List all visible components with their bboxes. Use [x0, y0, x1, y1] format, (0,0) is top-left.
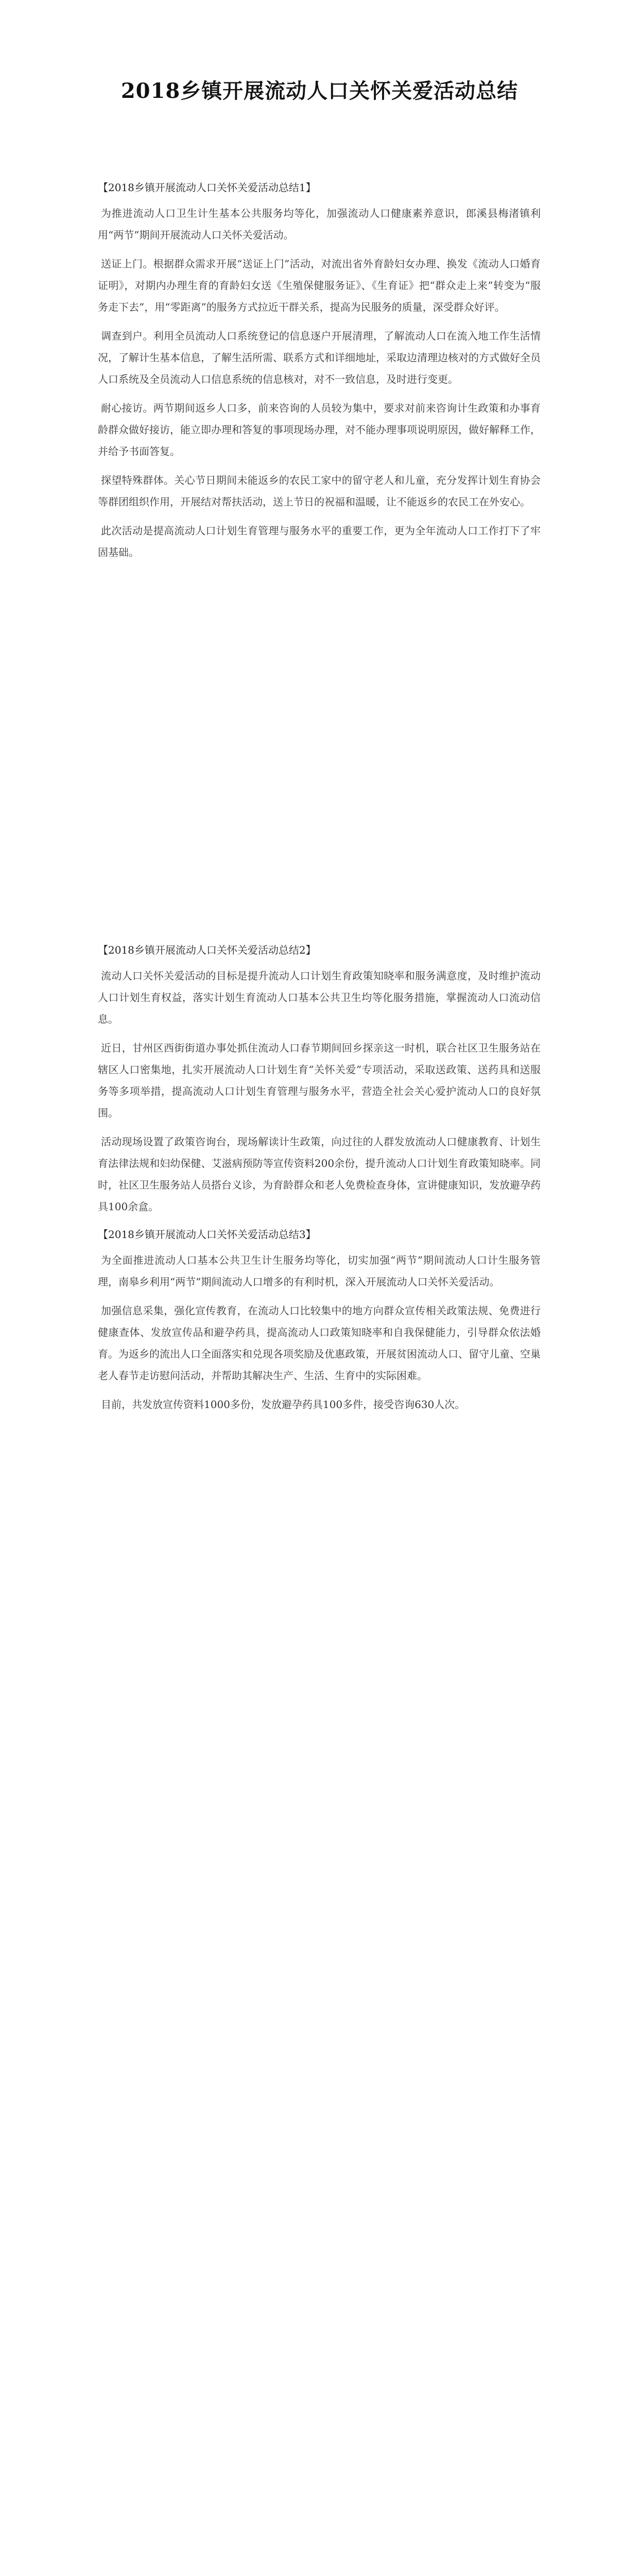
paragraph: 探望特殊群体。关心节日期间未能返乡的农民工家中的留守老人和儿童，充分发挥计划生育协会等群团组织作用，开展结对帮扶活动，送上节日的祝福和温暖，让不能返乡的农民工在外安心。 [98, 474, 541, 508]
paragraph: 近日，甘州区西街街道办事处抓住流动人口春节期间回乡探亲这一时机，联合社区卫生服务站在辖区人口密集地，扎实开展流动人口计划生育“关怀关爱”专项活动，采取送政策、送药具和送服务等多项举措，提高流动人口计划生育管理与服务水平，营造全社会关心爱护流动人口的良好氛围。 [98, 1042, 541, 1119]
paragraph: 流动人口关怀关爱活动的目标是提升流动人口计划生育政策知晓率和服务满意度，及时维护流动人口计划生育权益，落实计划生育流动人口基本公共卫生均等化服务措施，掌握流动人口流动信息。 [98, 970, 541, 1025]
paragraph: 为全面推进流动人口基本公共卫生计生服务均等化，切实加强“两节”期间流动人口计生服务管理，南皋乡利用“两节”期间流动人口增多的有利时机，深入开展流动人口关怀关爱活动。 [98, 1254, 541, 1288]
summary-section-2-3 [98, 940, 541, 1422]
section-heading: 【2018乡镇开展流动人口关怀关爱活动总结2】 [98, 944, 316, 956]
paragraph: 加强信息采集，强化宣传教育，在流动人口比较集中的地方向群众宣传相关政策法规、免费进行健康查体、发放宣传品和避孕药具，提高流动人口政策知晓率和自我保健能力，引导群众依法婚育。为返乡的流出人口全面落实和兑现各项奖励及优惠政策，开展贫困流动人口、留守儿童、空巢老人春节走访慰问活动，并帮助其解决生产、生活、生育中的实际困难。 [98, 1304, 541, 1382]
paragraph: 为推进流动人口卫生计生基本公共服务均等化，加强流动人口健康素养意识，郎溪县梅渚镇利用“两节”期间开展流动人口关怀关爱活动。 [98, 207, 541, 241]
section-heading: 【2018乡镇开展流动人口关怀关爱活动总结1】 [98, 181, 316, 194]
paragraph: 目前，共发放宣传资料1000多份，发放避孕药具100多件，接受咨询630人次。 [101, 1398, 465, 1411]
paragraph: 调查到户。利用全员流动人口系统登记的信息逐户开展清理，了解流动人口在流入地工作生活情况，了解计生基本信息，了解生活所需、联系方式和详细地址，采取边清理边核对的方式做好全员人口系统及全员流动人口信息系统的信息核对，对不一致信息，及时进行变更。 [98, 330, 541, 385]
summary-section-1 [98, 178, 541, 570]
paragraph: 耐心接访。两节期间返乡人口多，前来咨询的人员较为集中，要求对前来咨询计生政策和办事育龄群众做好接访，能立即办理和答复的事项现场办理，对不能办理事项说明原因，做好解释工作，并给予书面答复。 [98, 402, 541, 457]
document-title: 2018乡镇开展流动人口关怀关爱活动总结 [120, 79, 519, 103]
section-heading: 【2018乡镇开展流动人口关怀关爱活动总结3】 [98, 1228, 316, 1241]
paragraph: 送证上门。根据群众需求开展“送证上门”活动，对流出省外育龄妇女办理、换发《流动人口婚育证明》，对期内办理生育的育龄妇女送《生殖保健服务证》、《生育证》把“群众走上来”转变为“服务走下去”，用“零距离”的服务方式拉近干群关系，提高为民服务的质量，深受群众好评。 [98, 258, 541, 313]
paragraph: 此次活动是提高流动人口计划生育管理与服务水平的重要工作，更为全年流动人口工作打下了牢固基础。 [98, 524, 541, 558]
paragraph: 活动现场设置了政策咨询台，现场解读计生政策，向过往的人群发放流动人口健康教育、计划生育法律法规和妇幼保健、艾滋病预防等宣传资料200余份，提升流动人口计划生育政策知晓率。同时，社区卫生服务站人员搭台义诊，为育龄群众和老人免费检查身体，宣讲健康知识，发放避孕药具100余盒。 [98, 1136, 541, 1213]
